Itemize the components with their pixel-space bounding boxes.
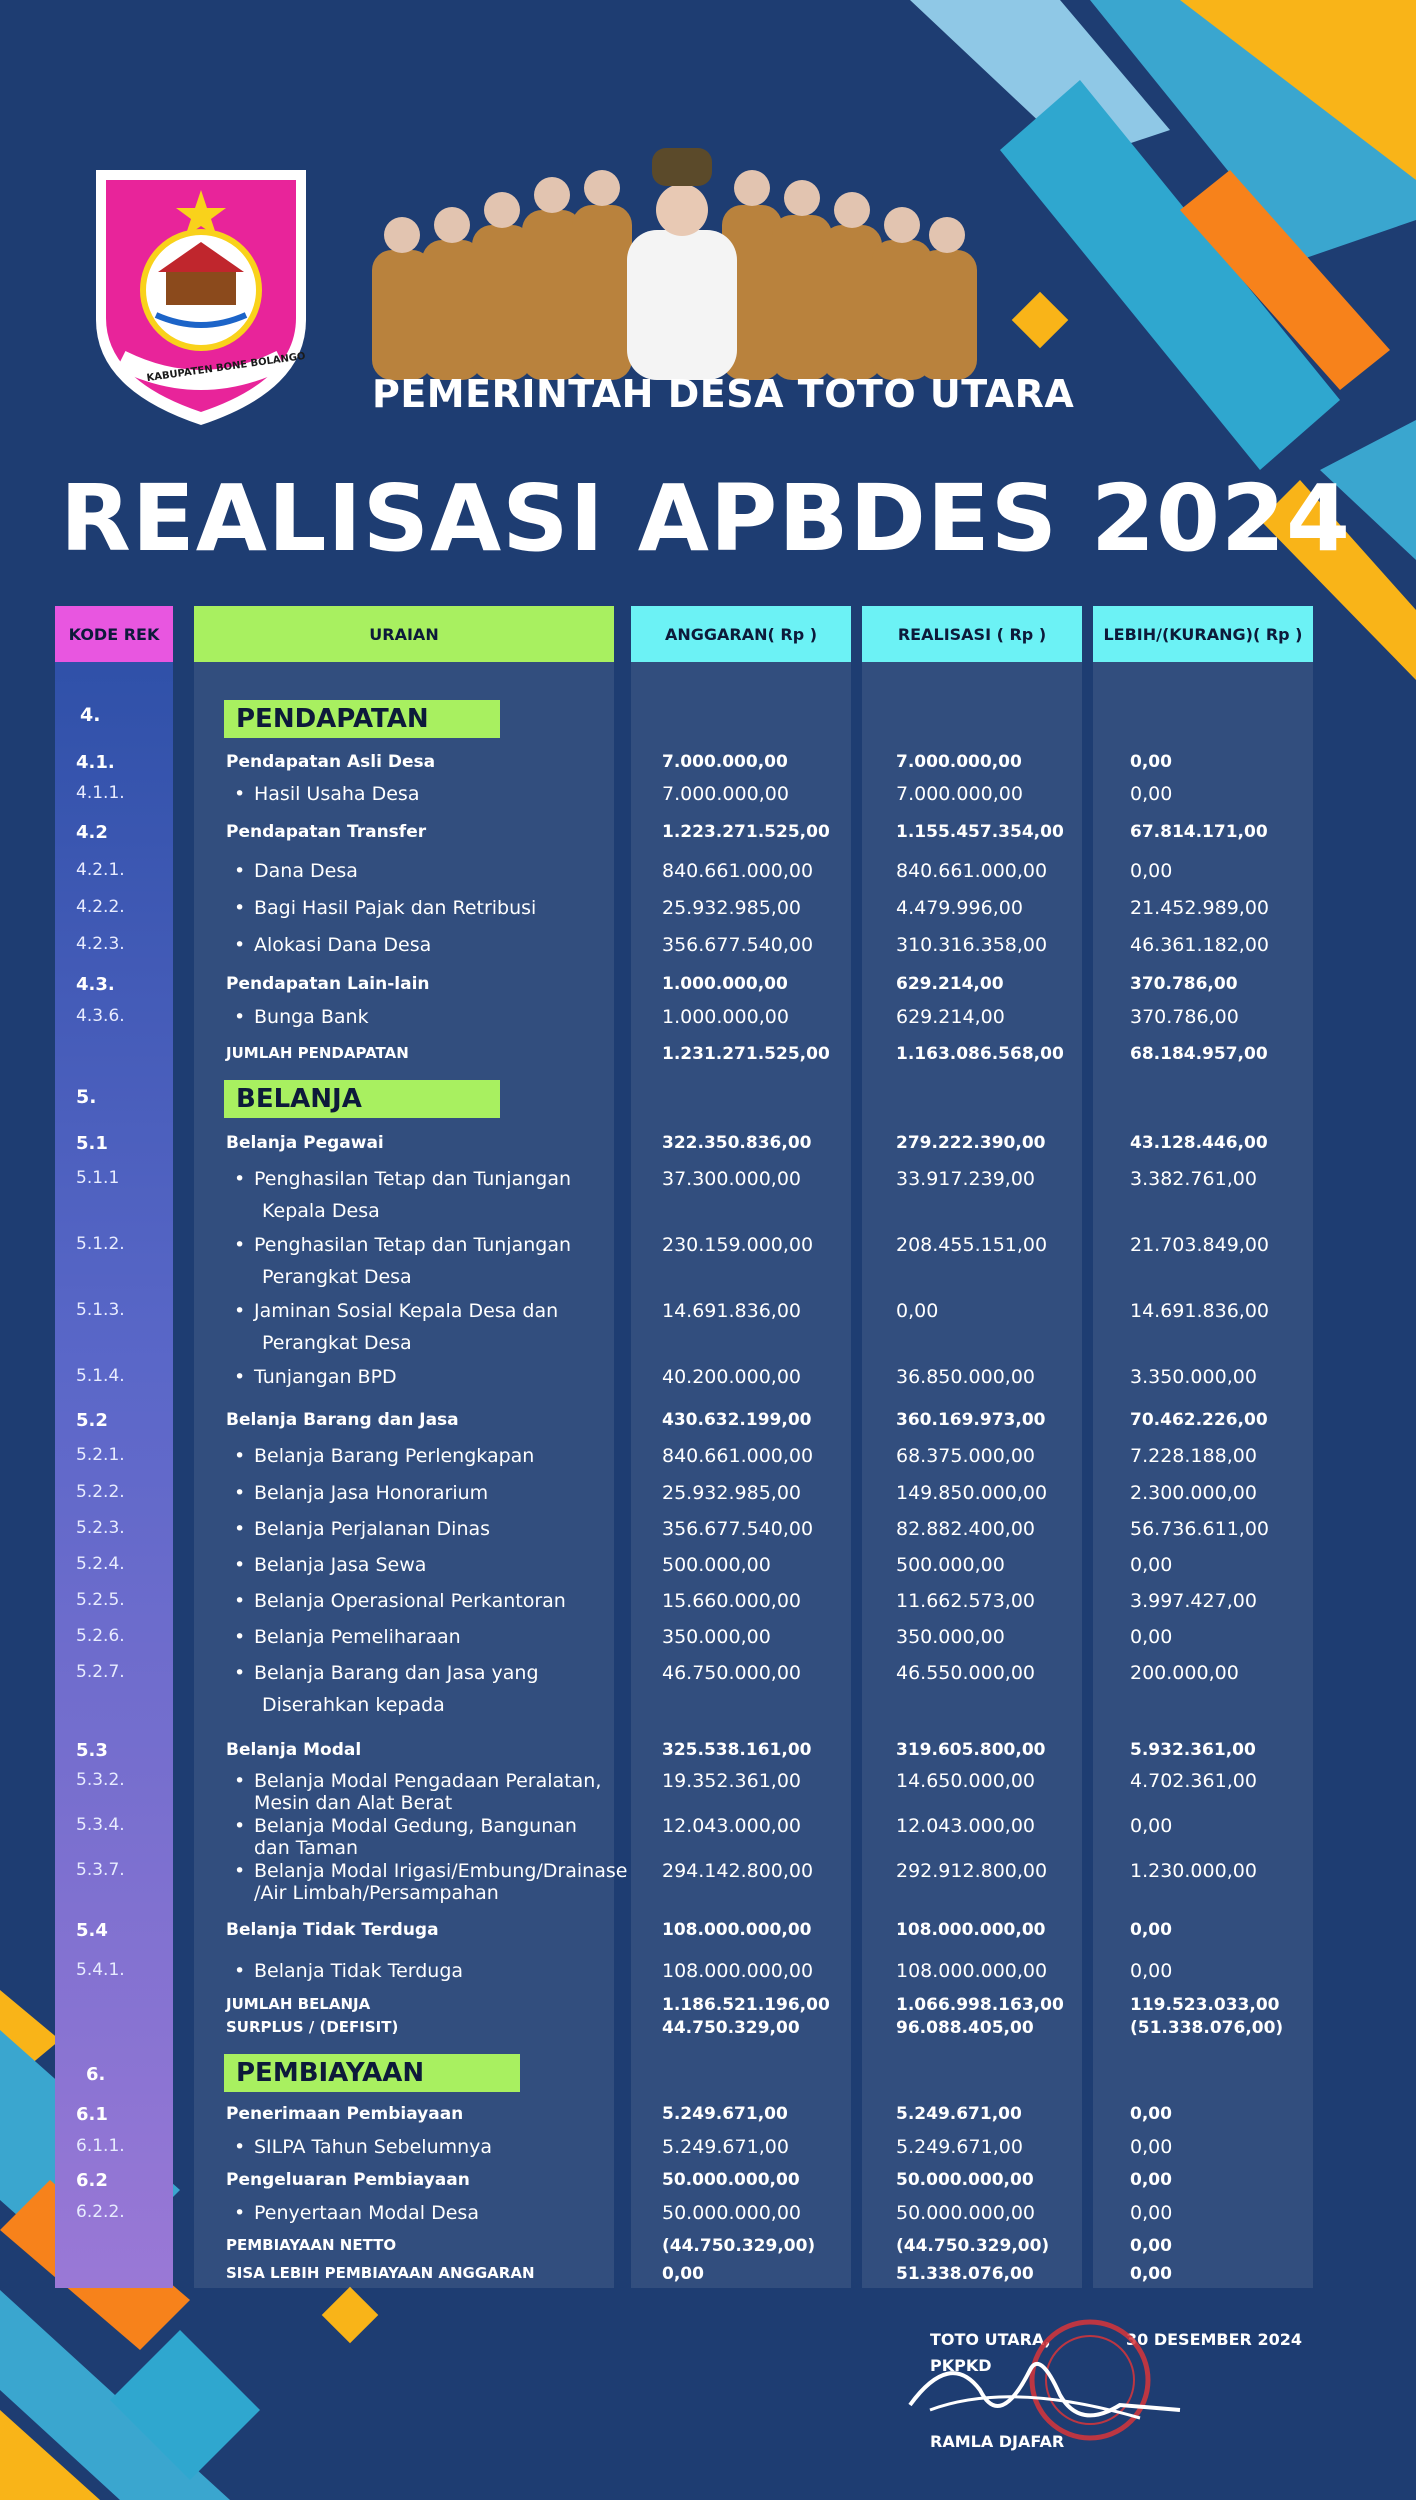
row-anggaran: 5.249.671,00 [662, 2104, 788, 2124]
row-realisasi: 1.155.457.354,00 [896, 822, 1064, 842]
row-realisasi: 108.000.000,00 [896, 1960, 1048, 1982]
row-realisasi: 1.066.998.163,00 [896, 1995, 1064, 2015]
row-description: • Belanja Tidak Terduga [254, 1960, 463, 1982]
row-description: • Belanja Barang dan Jasa yang [254, 1662, 539, 1684]
row-description: Pendapatan Lain-lain [226, 974, 430, 994]
row-realisasi: 68.375.000,00 [896, 1445, 1036, 1467]
row-lebih-kurang: 0,00 [1130, 1815, 1173, 1837]
row-lebih-kurang: 0,00 [1130, 2236, 1172, 2256]
row-code: 4.1.1. [76, 783, 125, 803]
row-anggaran: 500.000,00 [662, 1554, 771, 1576]
row-code: 5.2.6. [76, 1626, 125, 1646]
row-anggaran: 0,00 [662, 2264, 704, 2284]
row-code: 4.1. [76, 752, 115, 773]
row-lebih-kurang: 21.703.849,00 [1130, 1234, 1270, 1256]
row-realisasi: 5.249.671,00 [896, 2104, 1022, 2124]
header-realisasi: REALISASI ( Rp ) [862, 606, 1082, 662]
row-anggaran: 1.000.000,00 [662, 1006, 789, 1028]
row-code: 5.2.7. [76, 1662, 125, 1682]
row-description: Pendapatan Asli Desa [226, 752, 436, 772]
row-description-cont: dan Taman [254, 1837, 359, 1859]
header-kode-rek: KODE REK [55, 606, 173, 662]
row-description: • Penyertaan Modal Desa [254, 2202, 479, 2224]
row-lebih-kurang: 67.814.171,00 [1130, 822, 1268, 842]
row-anggaran: 1.186.521.196,00 [662, 1995, 830, 2015]
row-description: Penerimaan Pembiayaan [226, 2104, 464, 2124]
row-realisasi: 82.882.400,00 [896, 1518, 1036, 1540]
row-anggaran: 25.932.985,00 [662, 1482, 802, 1504]
row-lebih-kurang: (51.338.076,00) [1130, 2018, 1284, 2038]
header-lebih-kurang: LEBIH/(KURANG)( Rp ) [1093, 606, 1313, 662]
row-lebih-kurang: 21.452.989,00 [1130, 897, 1270, 919]
row-code: 5.1.3. [76, 1300, 125, 1320]
row-code: 5.3 [76, 1740, 108, 1761]
row-code: 5.2.3. [76, 1518, 125, 1538]
row-realisasi: 310.316.358,00 [896, 934, 1048, 956]
row-description: Pengeluaran Pembiayaan [226, 2170, 470, 2190]
row-description: • SILPA Tahun Sebelumnya [254, 2136, 492, 2158]
row-anggaran: 294.142.800,00 [662, 1860, 814, 1882]
row-anggaran: 12.043.000,00 [662, 1815, 802, 1837]
row-lebih-kurang: 2.300.000,00 [1130, 1482, 1257, 1504]
row-anggaran: 1.231.271.525,00 [662, 1044, 830, 1064]
row-lebih-kurang: 43.128.446,00 [1130, 1133, 1268, 1153]
row-realisasi: 279.222.390,00 [896, 1133, 1046, 1153]
row-lebih-kurang: 0,00 [1130, 2136, 1173, 2158]
row-code: 6.2.2. [76, 2202, 125, 2222]
row-code: 4.3.6. [76, 1006, 125, 1026]
row-description: • Bunga Bank [254, 1006, 369, 1028]
row-description: • Jaminan Sosial Kepala Desa dan [254, 1300, 558, 1322]
row-realisasi: 50.000.000,00 [896, 2170, 1034, 2190]
row-realisasi: 96.088.405,00 [896, 2018, 1034, 2038]
row-description: • Tunjangan BPD [254, 1366, 397, 1388]
row-anggaran: 840.661.000,00 [662, 860, 814, 882]
row-description-cont: /Air Limbah/Persampahan [254, 1882, 499, 1904]
row-anggaran: 46.750.000,00 [662, 1662, 802, 1684]
row-realisasi: 12.043.000,00 [896, 1815, 1036, 1837]
row-description-cont: Perangkat Desa [262, 1266, 412, 1288]
row-realisasi: 108.000.000,00 [896, 1920, 1046, 1940]
row-lebih-kurang: 3.997.427,00 [1130, 1590, 1257, 1612]
row-realisasi: 629.214,00 [896, 974, 1004, 994]
row-anggaran: 19.352.361,00 [662, 1770, 802, 1792]
header-anggaran: ANGGARAN( Rp ) [631, 606, 851, 662]
row-realisasi: 350.000,00 [896, 1626, 1005, 1648]
row-anggaran: 37.300.000,00 [662, 1168, 802, 1190]
row-description: • Belanja Barang Perlengkapan [254, 1445, 534, 1467]
row-realisasi: 7.000.000,00 [896, 783, 1023, 805]
page-subtitle: PEMERINTAH DESA TOTO UTARA [372, 372, 1075, 416]
row-lebih-kurang: 0,00 [1130, 783, 1173, 805]
row-description: JUMLAH PENDAPATAN [226, 1044, 409, 1062]
row-code: 4.2.2. [76, 897, 125, 917]
section-belanja: BELANJA [224, 1080, 500, 1118]
row-description: SISA LEBIH PEMBIAYAAN ANGGARAN [226, 2264, 535, 2282]
row-lebih-kurang: 3.350.000,00 [1130, 1366, 1257, 1388]
row-lebih-kurang: 5.932.361,00 [1130, 1740, 1256, 1760]
row-lebih-kurang: 0,00 [1130, 2202, 1173, 2224]
row-description: • Bagi Hasil Pajak dan Retribusi [254, 897, 536, 919]
row-realisasi: 149.850.000,00 [896, 1482, 1048, 1504]
row-code: 5.2.5. [76, 1590, 125, 1610]
row-description: • Belanja Jasa Sewa [254, 1554, 426, 1576]
row-lebih-kurang: 0,00 [1130, 1626, 1173, 1648]
footer-date: 30 DESEMBER 2024 [1126, 2330, 1302, 2349]
row-anggaran: 5.249.671,00 [662, 2136, 789, 2158]
row-code: 4.2 [76, 822, 108, 843]
row-code: 4.2.1. [76, 860, 125, 880]
row-code: 6.2 [76, 2170, 108, 2191]
section-code-pendapatan: 4. [80, 704, 101, 726]
row-lebih-kurang: 0,00 [1130, 1554, 1173, 1576]
row-lebih-kurang: 3.382.761,00 [1130, 1168, 1257, 1190]
officials-group-photo [362, 130, 982, 380]
row-description: • Belanja Modal Gedung, Bangunan [254, 1815, 577, 1837]
row-description-cont: Kepala Desa [262, 1200, 380, 1222]
row-anggaran: 25.932.985,00 [662, 897, 802, 919]
row-description: • Belanja Modal Irigasi/Embung/Drainase [254, 1860, 627, 1882]
row-realisasi: 319.605.800,00 [896, 1740, 1046, 1760]
regency-logo [86, 150, 316, 430]
row-realisasi: 0,00 [896, 1300, 939, 1322]
row-anggaran: 430.632.199,00 [662, 1410, 812, 1430]
row-code: 5.2 [76, 1410, 108, 1431]
row-anggaran: 15.660.000,00 [662, 1590, 802, 1612]
row-realisasi: 4.479.996,00 [896, 897, 1023, 919]
row-code: 4.3. [76, 974, 115, 995]
row-lebih-kurang: 68.184.957,00 [1130, 1044, 1268, 1064]
row-realisasi: 50.000.000,00 [896, 2202, 1036, 2224]
row-realisasi: 1.163.086.568,00 [896, 1044, 1064, 1064]
row-lebih-kurang: 0,00 [1130, 1960, 1173, 1982]
row-realisasi: 500.000,00 [896, 1554, 1005, 1576]
row-lebih-kurang: 370.786,00 [1130, 1006, 1239, 1028]
row-description: • Belanja Modal Pengadaan Peralatan, [254, 1770, 601, 1792]
row-realisasi: 14.650.000,00 [896, 1770, 1036, 1792]
row-realisasi: 629.214,00 [896, 1006, 1005, 1028]
row-lebih-kurang: 370.786,00 [1130, 974, 1238, 994]
section-pembiayaan: PEMBIAYAAN [224, 2054, 520, 2092]
row-code: 5.4.1. [76, 1960, 125, 1980]
row-description: • Belanja Perjalanan Dinas [254, 1518, 490, 1540]
row-anggaran: 350.000,00 [662, 1626, 771, 1648]
row-realisasi: 360.169.973,00 [896, 1410, 1046, 1430]
row-description: SURPLUS / (DEFISIT) [226, 2018, 399, 2036]
row-lebih-kurang: 46.361.182,00 [1130, 934, 1270, 956]
row-code: 5.1.4. [76, 1366, 125, 1386]
row-description: • Belanja Operasional Perkantoran [254, 1590, 566, 1612]
row-lebih-kurang: 4.702.361,00 [1130, 1770, 1257, 1792]
row-code: 5.2.4. [76, 1554, 125, 1574]
row-anggaran: (44.750.329,00) [662, 2236, 816, 2256]
row-description-cont: Perangkat Desa [262, 1332, 412, 1354]
row-anggaran: 44.750.329,00 [662, 2018, 800, 2038]
row-anggaran: 50.000.000,00 [662, 2170, 800, 2190]
row-description: • Alokasi Dana Desa [254, 934, 431, 956]
row-code: 5.3.4. [76, 1815, 125, 1835]
row-description: Belanja Tidak Terduga [226, 1920, 439, 1940]
row-realisasi: 11.662.573,00 [896, 1590, 1036, 1612]
row-code: 5.2.2. [76, 1482, 125, 1502]
row-description: • Penghasilan Tetap dan Tunjangan [254, 1234, 571, 1256]
row-realisasi: 46.550.000,00 [896, 1662, 1036, 1684]
row-lebih-kurang: 1.230.000,00 [1130, 1860, 1257, 1882]
section-code-belanja: 5. [76, 1086, 97, 1108]
row-code: 5.1.1 [76, 1168, 120, 1188]
row-realisasi: 208.455.151,00 [896, 1234, 1048, 1256]
footer-role: PKPKD [930, 2356, 992, 2375]
section-pendapatan: PENDAPATAN [224, 700, 500, 738]
logo-text: KABUPATEN BONE BOLANGO [146, 350, 307, 385]
row-realisasi: 36.850.000,00 [896, 1366, 1036, 1388]
row-anggaran: 1.000.000,00 [662, 974, 788, 994]
row-description: • Penghasilan Tetap dan Tunjangan [254, 1168, 571, 1190]
row-realisasi: 5.249.671,00 [896, 2136, 1023, 2158]
row-lebih-kurang: 200.000,00 [1130, 1662, 1239, 1684]
row-description: Belanja Barang dan Jasa [226, 1410, 459, 1430]
row-description: • Dana Desa [254, 860, 358, 882]
row-anggaran: 7.000.000,00 [662, 783, 789, 805]
row-anggaran: 230.159.000,00 [662, 1234, 814, 1256]
row-anggaran: 1.223.271.525,00 [662, 822, 830, 842]
footer-signatory-name: RAMLA DJAFAR [930, 2432, 1065, 2451]
row-anggaran: 356.677.540,00 [662, 1518, 814, 1540]
row-description: • Hasil Usaha Desa [254, 783, 419, 805]
row-description: Belanja Pegawai [226, 1133, 384, 1153]
row-realisasi: 840.661.000,00 [896, 860, 1048, 882]
row-lebih-kurang: 14.691.836,00 [1130, 1300, 1270, 1322]
row-anggaran: 356.677.540,00 [662, 934, 814, 956]
row-description: • Belanja Jasa Honorarium [254, 1482, 488, 1504]
row-anggaran: 7.000.000,00 [662, 752, 788, 772]
row-code: 4.2.3. [76, 934, 125, 954]
row-realisasi: 292.912.800,00 [896, 1860, 1048, 1882]
row-lebih-kurang: 7.228.188,00 [1130, 1445, 1257, 1467]
row-lebih-kurang: 70.462.226,00 [1130, 1410, 1268, 1430]
row-realisasi: 33.917.239,00 [896, 1168, 1036, 1190]
row-code: 5.4 [76, 1920, 108, 1941]
row-lebih-kurang: 0,00 [1130, 1920, 1172, 1940]
row-lebih-kurang: 0,00 [1130, 860, 1173, 882]
row-anggaran: 40.200.000,00 [662, 1366, 802, 1388]
row-lebih-kurang: 0,00 [1130, 752, 1172, 772]
row-anggaran: 325.538.161,00 [662, 1740, 812, 1760]
row-anggaran: 108.000.000,00 [662, 1960, 814, 1982]
row-description: • Belanja Pemeliharaan [254, 1626, 461, 1648]
row-realisasi: 7.000.000,00 [896, 752, 1022, 772]
page-title: REALISASI APBDES 2024 [60, 465, 1352, 572]
row-realisasi: 51.338.076,00 [896, 2264, 1034, 2284]
row-code: 5.2.1. [76, 1445, 125, 1465]
footer-place: TOTO UTARA, [930, 2330, 1051, 2349]
row-description: PEMBIAYAAN NETTO [226, 2236, 397, 2254]
row-code: 5.3.2. [76, 1770, 125, 1790]
row-anggaran: 108.000.000,00 [662, 1920, 812, 1940]
row-description-cont: Mesin dan Alat Berat [254, 1792, 453, 1814]
row-lebih-kurang: 119.523.033,00 [1130, 1995, 1280, 2015]
row-code: 5.1.2. [76, 1234, 125, 1254]
row-lebih-kurang: 0,00 [1130, 2264, 1172, 2284]
row-lebih-kurang: 0,00 [1130, 2170, 1172, 2190]
row-realisasi: (44.750.329,00) [896, 2236, 1050, 2256]
row-description: JUMLAH BELANJA [226, 1995, 371, 2013]
row-anggaran: 840.661.000,00 [662, 1445, 814, 1467]
row-code: 5.3.7. [76, 1860, 125, 1880]
row-anggaran: 322.350.836,00 [662, 1133, 812, 1153]
row-code: 6.1.1. [76, 2136, 125, 2156]
row-description-cont: Diserahkan kepada [262, 1694, 445, 1716]
section-code-pembiayaan: 6. [86, 2064, 106, 2085]
header-uraian: URAIAN [194, 606, 614, 662]
row-code: 6.1 [76, 2104, 108, 2125]
row-lebih-kurang: 0,00 [1130, 2104, 1172, 2124]
row-code: 5.1 [76, 1133, 108, 1154]
row-description: Belanja Modal [226, 1740, 362, 1760]
row-anggaran: 50.000.000,00 [662, 2202, 802, 2224]
row-lebih-kurang: 56.736.611,00 [1130, 1518, 1270, 1540]
row-description: Pendapatan Transfer [226, 822, 427, 842]
row-anggaran: 14.691.836,00 [662, 1300, 802, 1322]
